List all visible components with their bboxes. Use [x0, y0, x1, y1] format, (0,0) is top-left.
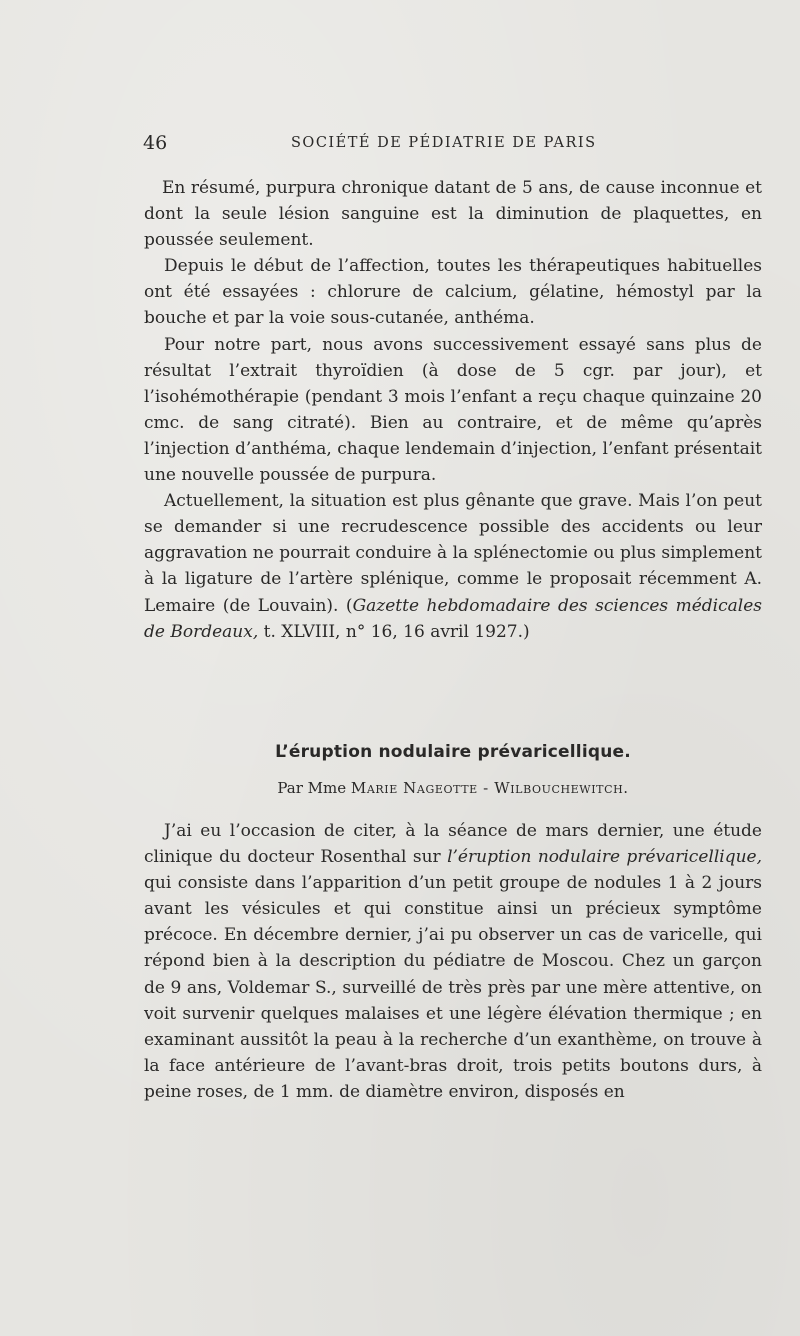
body-text-top: [144, 175, 762, 645]
paragraph-summary: En résumé, purpura chronique datant de 5 ans, de cause inconnue et dont la seule lésion sanguine est la diminution de plaquettes, en poussée seulement.: [144, 178, 762, 251]
running-title: SOCIÉTÉ DE PÉDIATRIE DE PARIS: [291, 135, 597, 151]
body-text-bottom: [144, 818, 762, 1105]
paragraph-eruption: [144, 818, 762, 1105]
page-header: [143, 131, 763, 155]
paragraph-therapeutics: Depuis le début de l’affection, toutes les thérapeutiques habituelles ont été essayées : chlorure de calcium, gélatine, hémostyl par la bouche et par la voie sous-cutanée, anthéma.: [144, 256, 762, 329]
citation-details: t. XLVIII, n° 16, 16 avril 1927.): [258, 621, 530, 642]
author-name: Marie Nageotte - Wilbouchewitch.: [350, 779, 629, 797]
page-number: 46: [143, 132, 168, 154]
byline: [144, 778, 762, 798]
eruption-term: l’éruption nodulaire prévaricellique,: [447, 847, 762, 868]
journal-citation: Gazette hebdomadaire des sciences médicales de Bordeaux,: [144, 595, 762, 642]
eruption-text-start: J’ai eu l’occasion de citer, à la séance de mars dernier, une étude clinique du docteur Rosenthal sur: [144, 821, 762, 868]
byline-prefix: Par Mme: [277, 779, 351, 797]
paragraph-current-situation: [144, 488, 762, 645]
eruption-text-rest: qui consiste dans l’apparition d’un petit groupe de nodules 1 à 2 jours avant les vésicules et qui constitue ainsi un précieux symptôme précoce. En décembre dernier, j’ai pu observer un cas de varicelle, qui répond bien à la description du pédiatre de Moscou. Chez un garçon de 9 ans, Voldemar S., surveillé de très près par une mère attentive, on voit survenir quelques malaises et une légère élévation thermique ; en examinant aussitôt la peau à la recherche d’un exanthème, on trouve à la face antérieure de l’avant-bras droit, trois petits boutons durs, à peine roses, de 1 mm. de diamètre environ, disposés en: [144, 873, 762, 1102]
current-situation-text: Actuellement, la situation est plus gênante que grave. Mais l’on peut se demander si une recrudescence possible des accidents ou leur aggravation ne pourrait conduire à la splénectomie ou plus simplement à la ligature de l’artère splénique, comme le proposait récemment A. Lemaire (de Louvain). (: [144, 491, 762, 616]
section-title: L’éruption nodulaire prévaricellique.: [275, 742, 631, 762]
paragraph-trials: Pour notre part, nous avons successivement essayé sans plus de résultat l’extrait thyroïdien (à dose de 5 cgr. par jour), et l’isohémothérapie (pendant 3 mois l’enfant a reçu chaque quinzaine 20 cmc. de sang citraté). Bien au contraire, et de même qu’après l’injection d’anthéma, chaque lendemain d’injection, l’enfant présentait une nouvelle poussée de purpura.: [144, 334, 762, 486]
